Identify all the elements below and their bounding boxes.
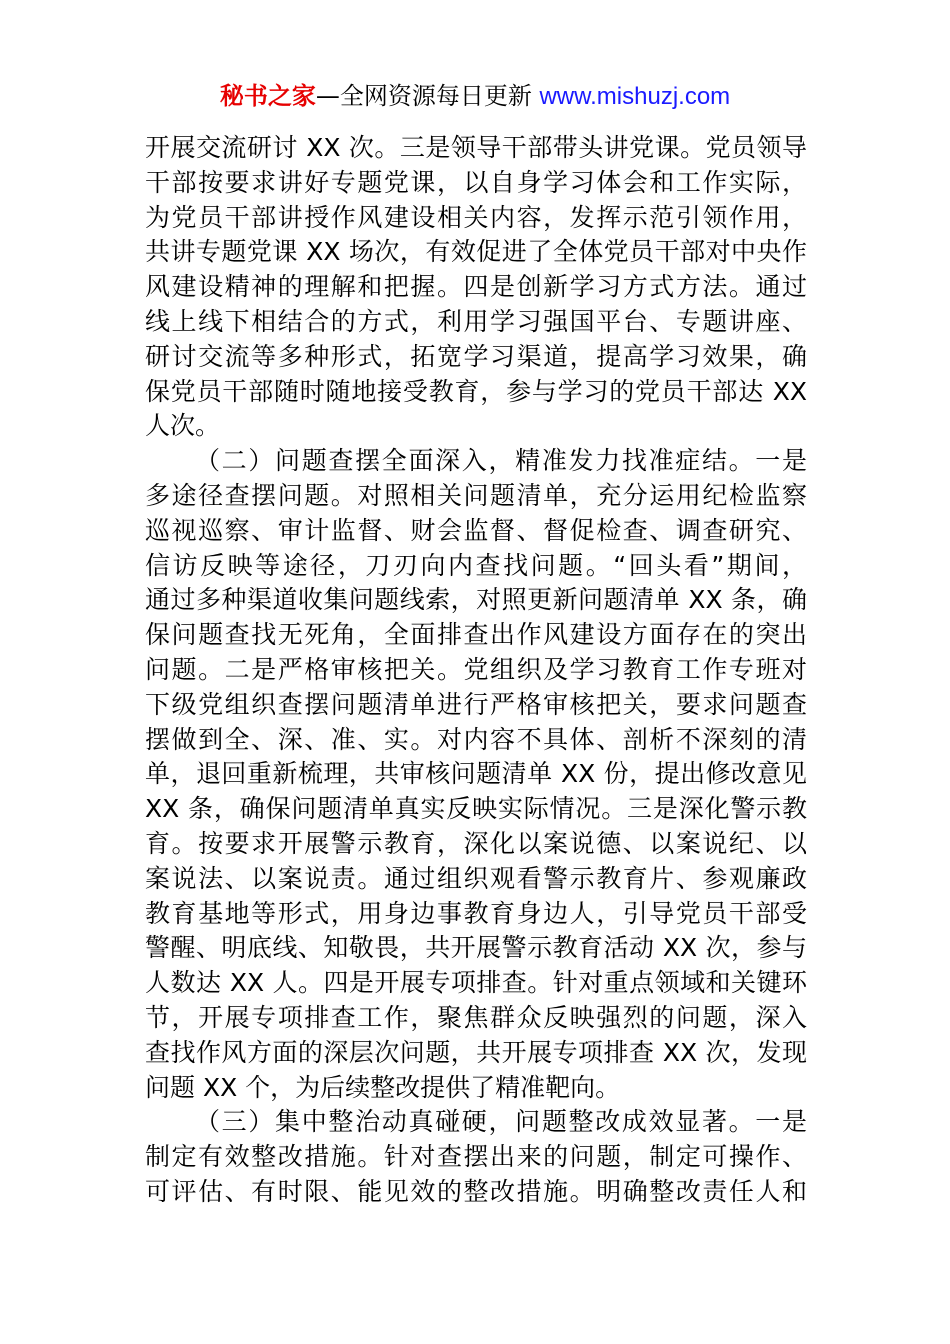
text-line: 风建设精神的理解和把握。四是创新学习方式方法。通过: [145, 272, 807, 302]
text-line: XX 条，确保问题清单真实反映实际情况。三是深化警示教: [145, 794, 807, 824]
site-brand: 秘书之家: [219, 82, 316, 110]
site-url-link[interactable]: www.mishuzj.com: [539, 83, 731, 110]
text-line: 保问题查找无死角，全面排查出作风建设方面存在的突出: [145, 620, 807, 650]
text-line: 多途径查摆问题。对照相关问题清单，充分运用纪检监察: [145, 480, 807, 510]
text-line: 保党员干部随时随地接受教育，参与学习的党员干部达 XX: [145, 376, 807, 406]
section-heading-line: （二）问题查摆全面深入，精准发力找准症结。一是: [195, 446, 807, 476]
text-line: 人次。: [145, 411, 221, 441]
site-header: [0, 78, 950, 115]
text-line: 下级党组织查摆问题清单进行严格审核把关，要求问题查: [145, 689, 807, 719]
text-line: 共讲专题党课 XX 场次，有效促进了全体党员干部对中央作: [145, 237, 807, 267]
text-line: 节，开展专项排查工作，聚焦群众反映强烈的问题，深入: [145, 1002, 807, 1032]
text-line: 信访反映等途径，刀刃向内查找问题。“回头看”期间，: [145, 550, 807, 580]
text-line: 制定有效整改措施。针对查摆出来的问题，制定可操作、: [145, 1142, 807, 1172]
text-line: 开展交流研讨 XX 次。三是领导干部带头讲党课。党员领导: [145, 133, 807, 162]
text-line: 摆做到全、深、准、实。对内容不具体、剖析不深刻的清: [145, 724, 807, 754]
text-line: 通过多种渠道收集问题线索，对照更新问题清单 XX 条，确: [145, 585, 807, 615]
text-line: 巡视巡察、审计监督、财会监督、督促检查、调查研究、: [145, 515, 807, 545]
text-line: 查找作风方面的深层次问题，共开展专项排查 XX 次，发现: [145, 1037, 807, 1067]
text-line: 研讨交流等多种形式，拓宽学习渠道，提高学习效果，确: [145, 341, 807, 371]
text-line: 警醒、明底线、知敬畏，共开展警示教育活动 XX 次，参与: [145, 933, 807, 963]
document-body: [145, 131, 807, 1210]
text-line: 为党员干部讲授作风建设相关内容，发挥示范引领作用，: [145, 202, 807, 232]
text-line: 教育基地等形式，用身边事教育身边人，引导党员干部受: [145, 898, 807, 928]
text-line: 单，退回重新梳理，共审核问题清单 XX 份，提出修改意见: [145, 759, 807, 789]
text-line: 育。按要求开展警示教育，深化以案说德、以案说纪、以: [145, 828, 807, 858]
text-line: 线上线下相结合的方式，利用学习强国平台、专题讲座、: [145, 306, 807, 336]
text-line: 问题。二是严格审核把关。党组织及学习教育工作专班对: [145, 654, 807, 684]
text-line: 可评估、有时限、能见效的整改措施。明确整改责任人和: [145, 1176, 807, 1206]
text-line: 问题 XX 个，为后续整改提供了精准靶向。: [145, 1072, 621, 1102]
text-line: 干部按要求讲好专题党课，以自身学习体会和工作实际，: [145, 167, 807, 197]
section-heading-line: （三）集中整治动真碰硬，问题整改成效显著。一是: [195, 1107, 807, 1137]
site-tagline: —全网资源每日更新: [315, 82, 540, 110]
text-line: 人数达 XX 人。四是开展专项排查。针对重点领域和关键环: [145, 968, 807, 998]
text-line: 案说法、以案说责。通过组织观看警示教育片、参观廉政: [145, 863, 807, 893]
